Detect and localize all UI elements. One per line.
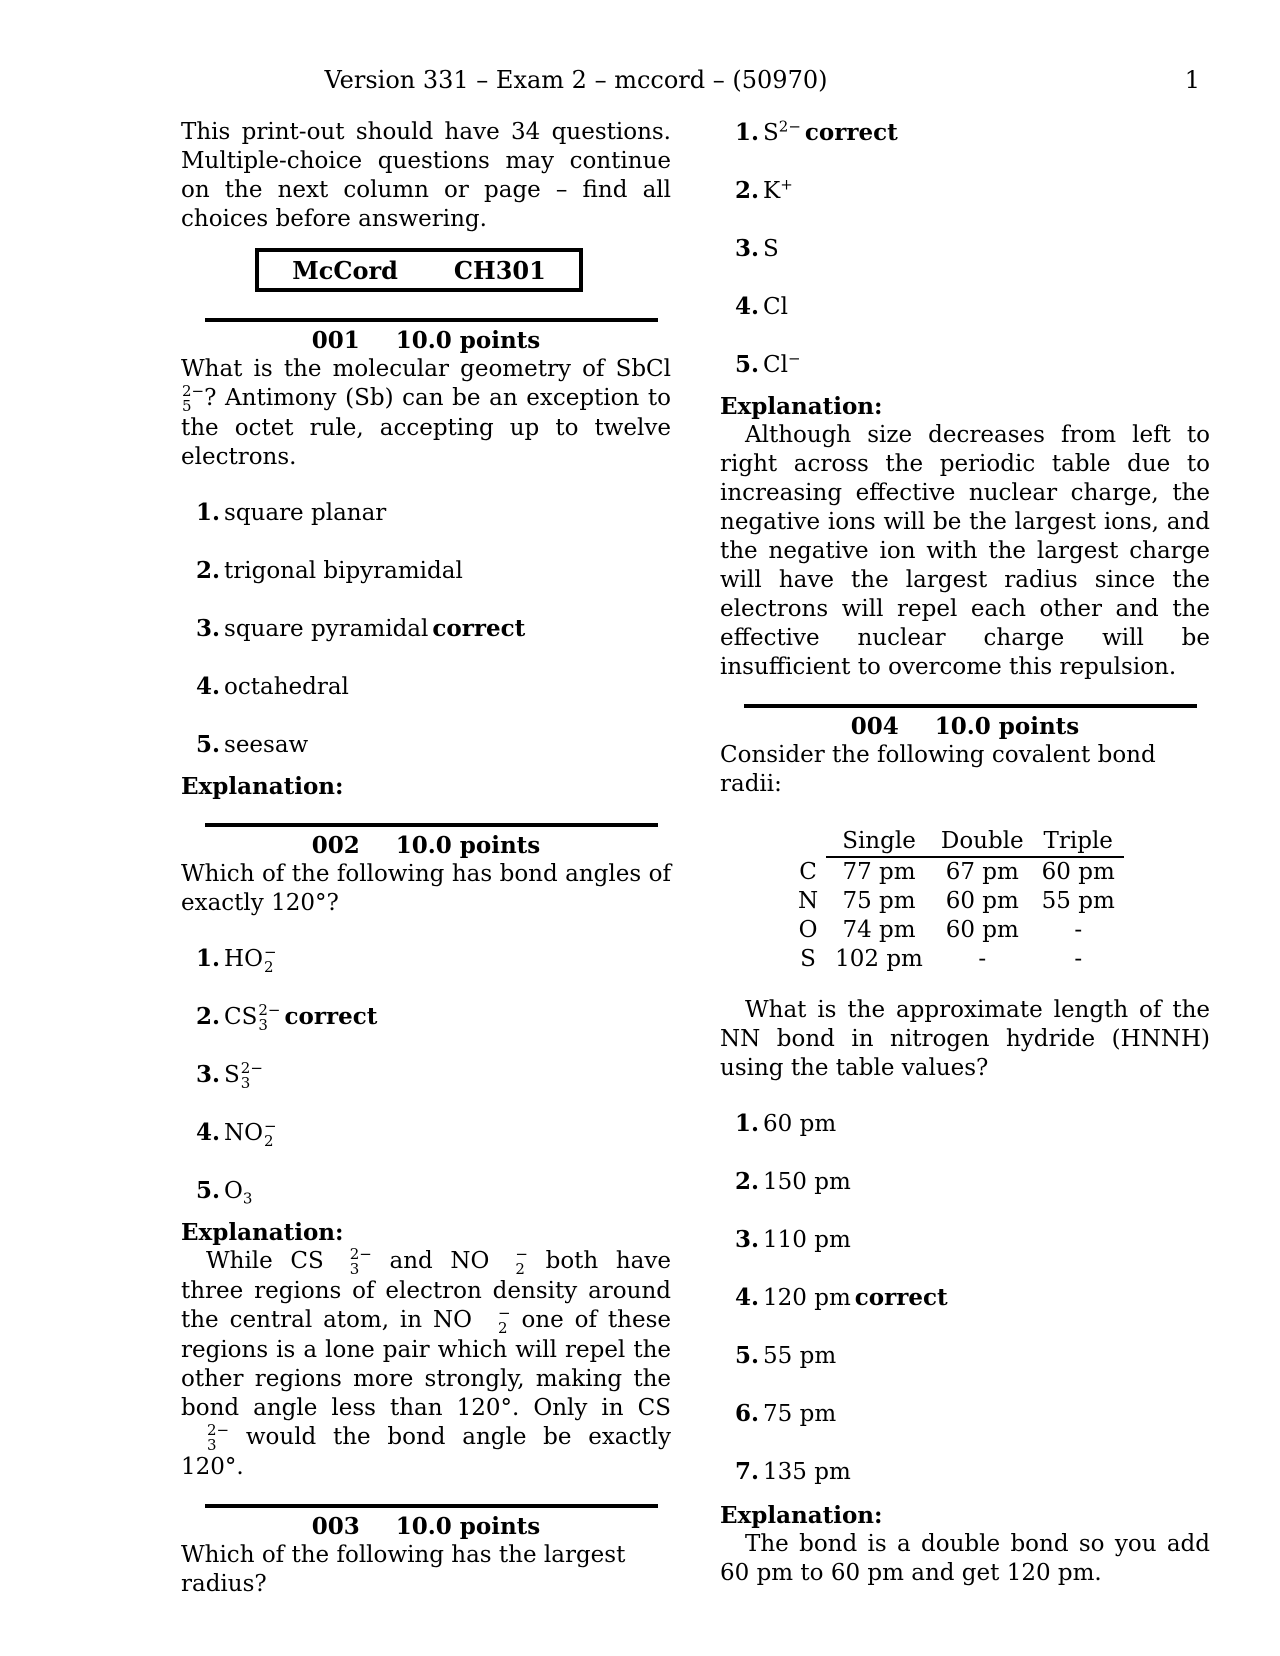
- correct-label: correct: [804, 119, 898, 146]
- question-divider: [744, 704, 1197, 708]
- choices-001: [196, 498, 671, 772]
- choice-003-3[interactable]: 3. S: [735, 235, 779, 262]
- question-divider: [205, 318, 658, 322]
- explanation-title: Explanation:: [720, 393, 883, 420]
- question-header-002: [181, 831, 671, 860]
- explanation-title: Explanation:: [181, 773, 344, 800]
- choice-003-5[interactable]: 5. Cl−: [735, 349, 801, 378]
- question-number: 004: [850, 713, 899, 740]
- question-intro-004: Consider the following covalent bond radii:: [720, 742, 1156, 797]
- explanation-002: While CS 2− 3 and NO − 2 both have three regions of electron density around the central atom, in NO − 2 one of these regions is a lone pair which will repel the other regions more strongly, making the bond angle less than 120°. Only in CS 2− 3 would the bond angle be exactly 120°.: [181, 1245, 671, 1480]
- table-header-row: [798, 827, 1124, 857]
- question-text-002: Which of the following has bond angles of exactly 120°?: [181, 861, 671, 916]
- question-number: 001: [311, 327, 360, 354]
- choices-004: [735, 1109, 1210, 1501]
- question-points: 10.0 points: [934, 713, 1080, 740]
- choice-004-3[interactable]: 3. 110 pm: [735, 1226, 851, 1253]
- choice-002-5[interactable]: 5. $O_3$: [196, 1177, 253, 1208]
- question-divider: [205, 823, 658, 827]
- question-points: 10.0 points: [395, 1513, 541, 1540]
- page-number: 1: [1184, 66, 1200, 94]
- question-text-001: What is the molecular geometry of SbCl 2− 5 ? Antimony (Sb) can be an exception to the octet rule, accepting up to twelve electrons.: [181, 356, 671, 470]
- question-text-004: What is the approximate length of the NN bond in nitrogen hydride (HNNH) using the table values?: [720, 997, 1210, 1081]
- column-header: Double: [932, 827, 1033, 857]
- question-header-004: [720, 712, 1210, 741]
- choice-002-4[interactable]: 4. NO − 2: [196, 1117, 277, 1150]
- choices-002: [196, 944, 671, 1218]
- instructor-name: McCord: [292, 255, 398, 285]
- explanation-004: The bond is a double bond so you add 60 pm to 60 pm and get 120 pm.: [720, 1531, 1210, 1586]
- correct-label: correct: [432, 615, 526, 642]
- course-box: [255, 248, 583, 292]
- question-number: 002: [311, 832, 360, 859]
- table-row: S 102 pm - -: [800, 946, 1083, 972]
- choice-002-3[interactable]: 3. S 2− 3: [196, 1059, 263, 1092]
- choice-003-1[interactable]: 1. $S^{2-}$ correct: [735, 117, 898, 146]
- choice-004-7[interactable]: 7. 135 pm: [735, 1458, 851, 1485]
- choice-001-4[interactable]: 4. octahedral: [196, 673, 349, 700]
- bond-radii-table: [798, 827, 1124, 974]
- choice-002-2[interactable]: 2. CS 2− 3 correct: [196, 1001, 378, 1034]
- correct-label: correct: [854, 1284, 948, 1311]
- exam-title: Version 331 – Exam 2 – mccord – (50970): [324, 66, 828, 94]
- table-row: N 75 pm 60 pm 55 pm: [798, 888, 1115, 914]
- correct-label: correct: [284, 1003, 378, 1030]
- column-header: Triple: [1033, 827, 1124, 857]
- choice-004-4[interactable]: 4. 120 pm correct: [735, 1284, 948, 1311]
- choice-001-2[interactable]: 2. trigonal bipyramidal: [196, 557, 463, 584]
- left-column: [181, 118, 671, 1599]
- choice-004-2[interactable]: 2. 150 pm: [735, 1168, 851, 1195]
- column-header: Single: [826, 827, 932, 857]
- course-code: CH301: [453, 255, 546, 285]
- question-header-003: [181, 1512, 671, 1541]
- question-points: 10.0 points: [395, 327, 541, 354]
- choice-002-1[interactable]: 1. HO − 2: [196, 943, 277, 976]
- choice-004-1[interactable]: 1. 60 pm: [735, 1110, 837, 1137]
- question-number: 003: [311, 1513, 360, 1540]
- choice-001-1[interactable]: 1. square planar: [196, 499, 387, 526]
- table-row: C 77 pm 67 pm 60 pm: [799, 858, 1115, 885]
- question-points: 10.0 points: [395, 832, 541, 859]
- choice-001-5[interactable]: 5. seesaw: [196, 731, 309, 758]
- choice-001-3[interactable]: 3. square pyramidal correct: [196, 615, 526, 642]
- choice-004-6[interactable]: 6. 75 pm: [735, 1400, 837, 1427]
- explanation-title: Explanation:: [720, 1502, 883, 1529]
- choice-004-5[interactable]: 5. 55 pm: [735, 1342, 837, 1369]
- question-header-001: [181, 326, 671, 355]
- explanation-title: Explanation:: [181, 1219, 344, 1246]
- explanation-003: Although size decreases from left to right across the periodic table due to increasing effective nuclear charge, the negative ions will be the largest ions, and the negative ion with the largest charge will have the largest radius since the electrons will repel each other and the effective nuclear charge will be insufficient to overcome this repulsion.: [720, 422, 1210, 680]
- intro-text: This print-out should have 34 questions. Multiple-choice questions may continue on the next column or page – find all choices before answering.: [181, 119, 671, 232]
- right-column: [720, 118, 1210, 1588]
- choice-003-4[interactable]: 4. Cl: [735, 293, 788, 320]
- choices-003: [735, 118, 1210, 392]
- page-header: [0, 66, 1280, 100]
- question-divider: [205, 1504, 658, 1508]
- choice-003-2[interactable]: 2. K+: [735, 175, 793, 204]
- question-text-003: Which of the following has the largest radius?: [181, 1542, 626, 1597]
- table-row: O 74 pm 60 pm -: [798, 917, 1083, 943]
